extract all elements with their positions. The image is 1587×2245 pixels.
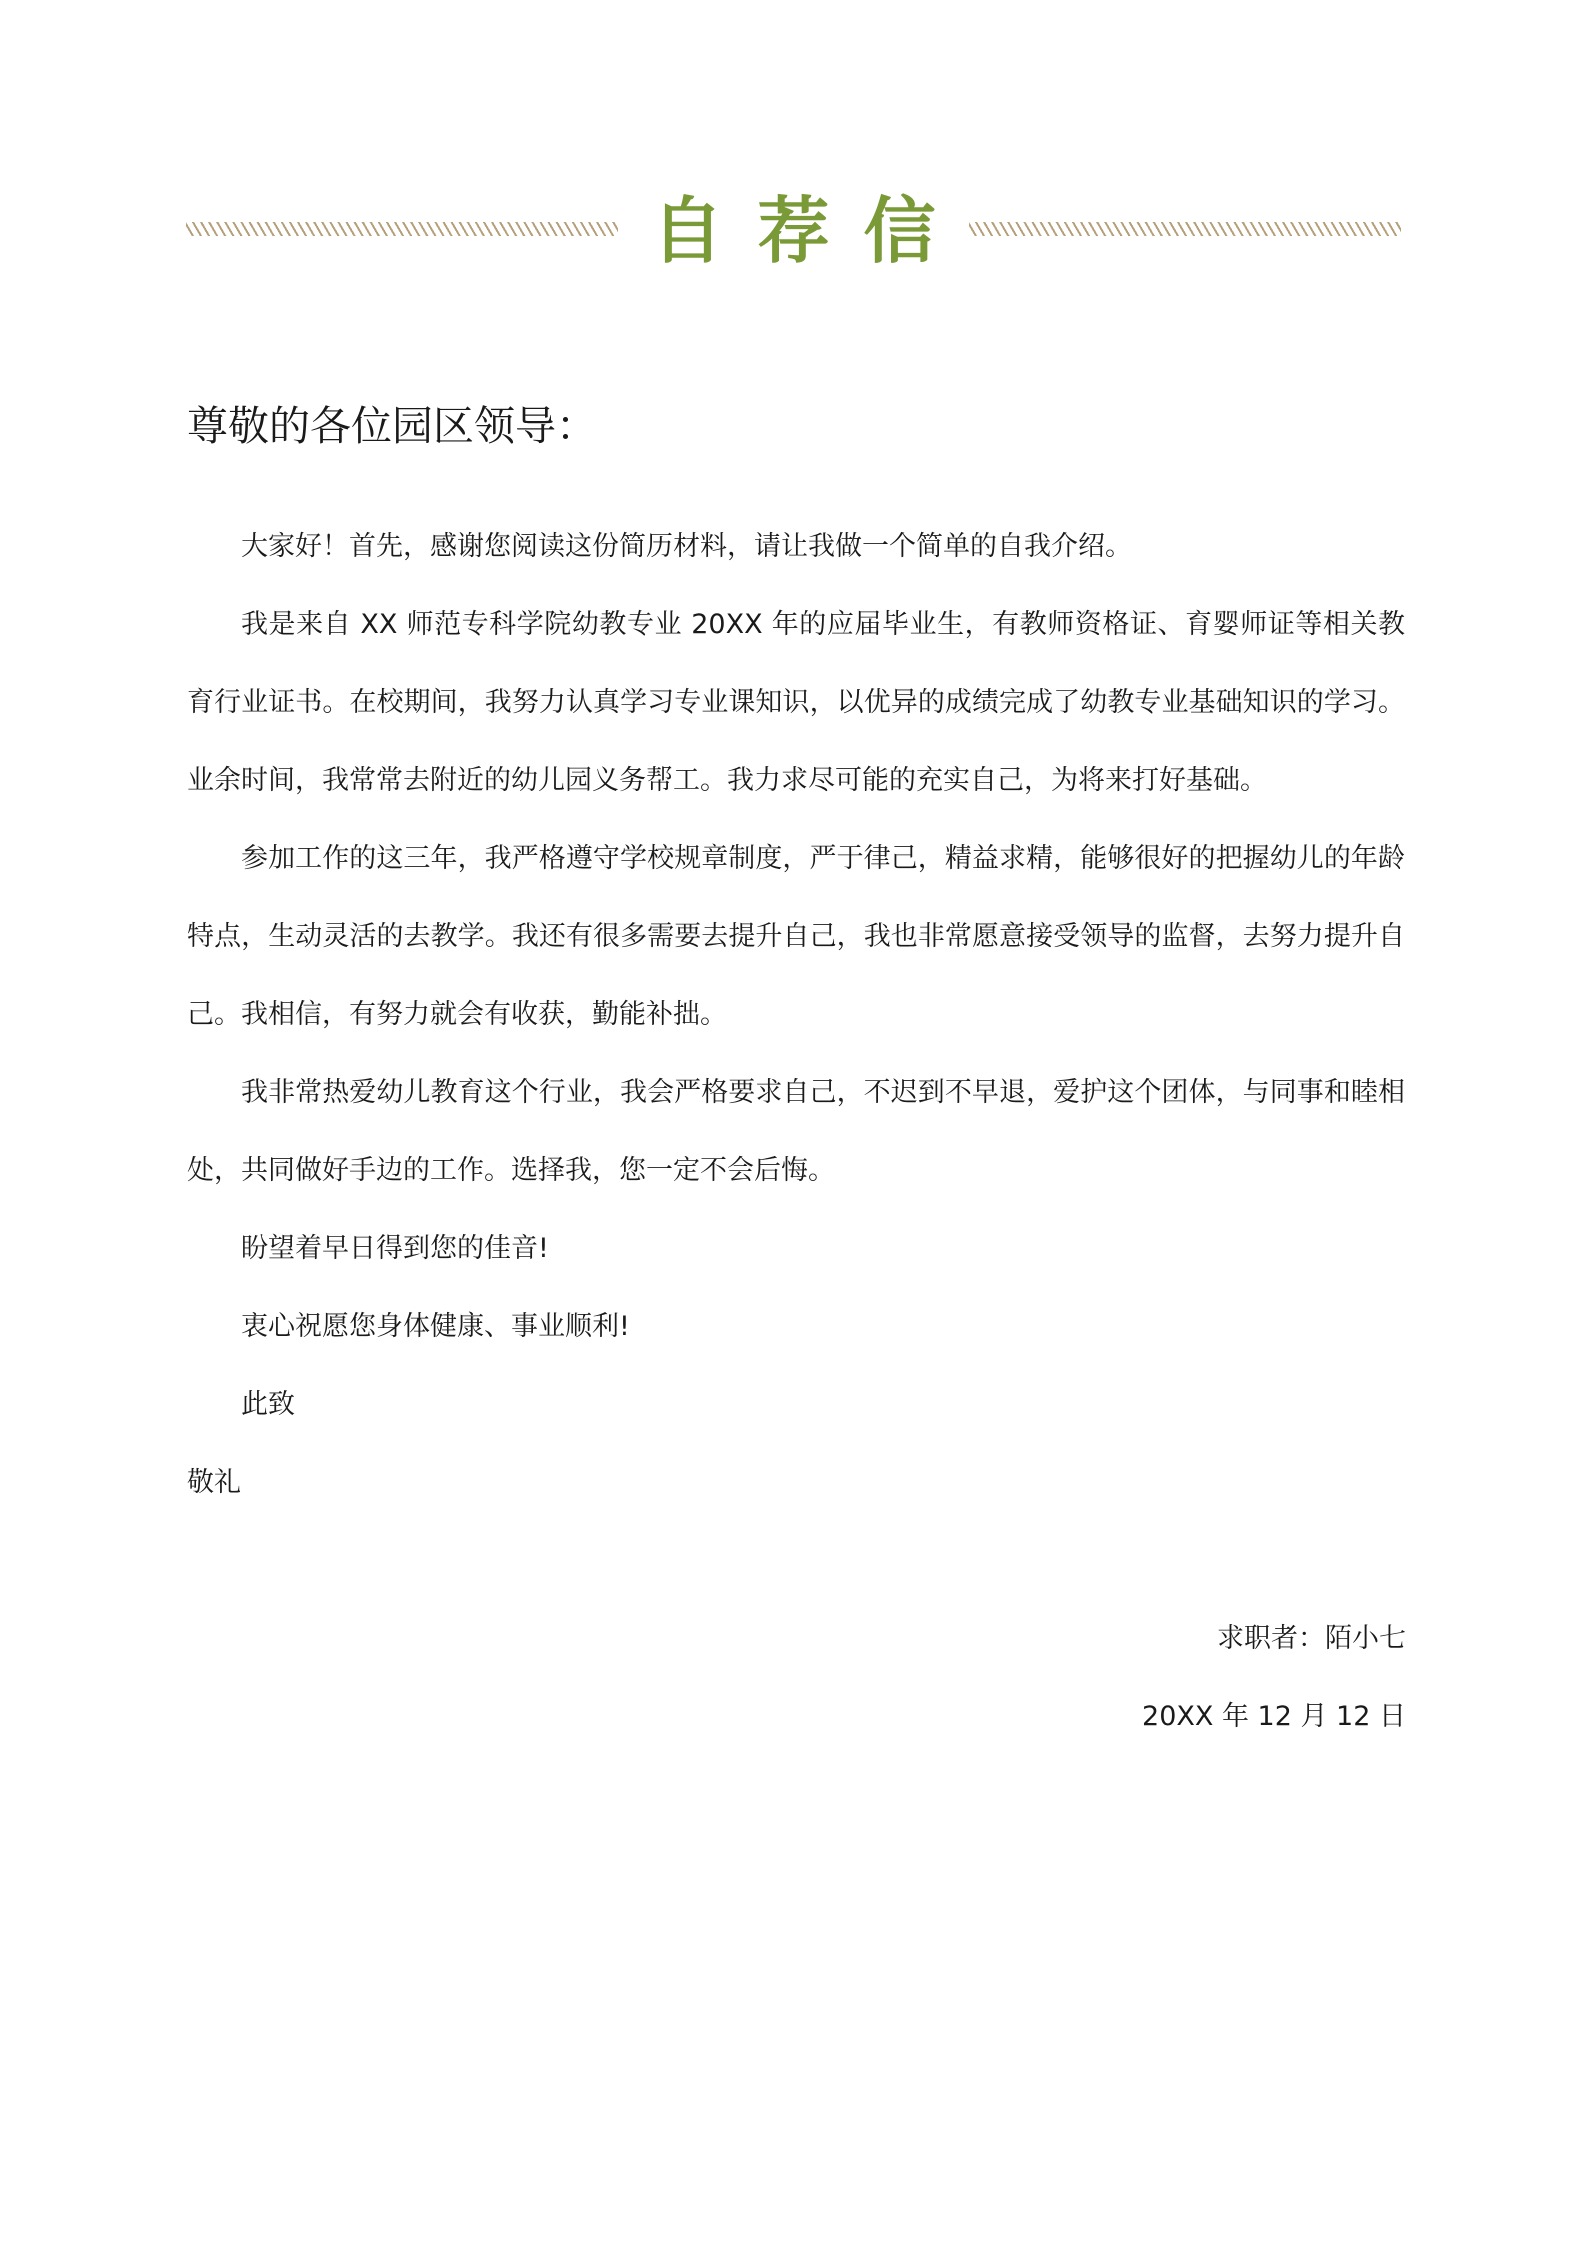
paragraph-education: 我是来自 XX 师范专科学院幼教专业 20XX 年的应届毕业生，有教师资格证、育婴师证等相关教育行业证书。在校期间，我努力认真学习专业课知识，以优异的成绩完成了幼教专业基础知识的学习。业余时间，我常常去附近的幼儿园义务帮工。我力求尽可能的充实自己，为将来打好基础。 bbox=[187, 609, 1405, 796]
decorative-stripe-right bbox=[969, 222, 1401, 236]
paragraph-passion: 我非常热爱幼儿教育这个行业，我会严格要求自己，不迟到不早退，爱护这个团体，与同事和睦相处，共同做好手边的工作。选择我，您一定不会后悔。 bbox=[187, 1077, 1405, 1186]
title-banner bbox=[186, 170, 1401, 300]
salutation: 尊敬的各位园区领导： bbox=[187, 402, 597, 450]
paragraph-experience: 参加工作的这三年，我严格遵守学校规章制度，严于律己，精益求精，能够很好的把握幼儿的年龄特点，生动灵活的去教学。我还有很多需要去提升自己，我也非常愿意接受领导的监督，去努力提升自己。我相信，有努力就会有收获，勤能补拙。 bbox=[187, 843, 1405, 1030]
closing-regards: 敬礼 bbox=[187, 1467, 241, 1498]
paragraph-wishes: 衷心祝愿您身体健康、事业顺利! bbox=[241, 1311, 630, 1342]
page-title: 自荐信 bbox=[651, 189, 970, 273]
letter-body bbox=[187, 508, 1405, 1522]
signature: 求职者：陌小七 bbox=[1217, 1623, 1406, 1654]
date: 20XX 年 12 月 12 日 bbox=[1142, 1701, 1406, 1732]
signature-block bbox=[1142, 1600, 1406, 1756]
closing-cizhi: 此致 bbox=[241, 1389, 295, 1420]
paragraph-greeting: 大家好！首先，感谢您阅读这份简历材料，请让我做一个简单的自我介绍。 bbox=[241, 531, 1132, 562]
paragraph-hope: 盼望着早日得到您的佳音! bbox=[241, 1233, 549, 1264]
